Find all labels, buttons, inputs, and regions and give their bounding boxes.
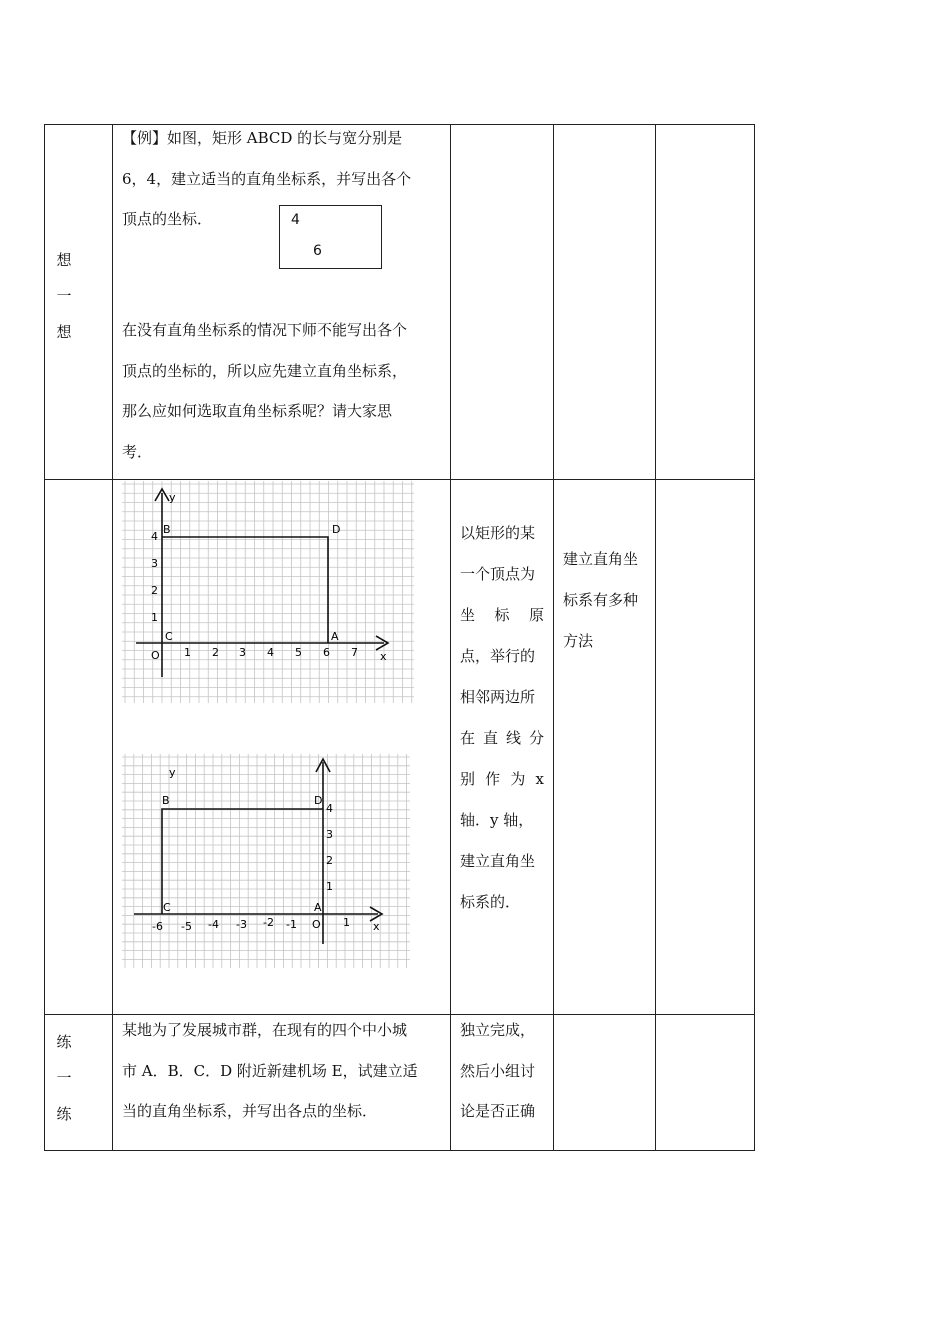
- point-label-a: A: [314, 901, 322, 914]
- x-tick-label: -6: [152, 920, 163, 933]
- x-tick-label: 7: [351, 646, 358, 659]
- x-axis-label: x: [373, 920, 380, 933]
- text-line: 标系的．: [460, 893, 521, 911]
- x-tick-label: -3: [236, 918, 247, 931]
- x-tick-label: -5: [181, 920, 192, 933]
- point-label-c: C: [163, 901, 171, 914]
- y-tick-label: 1: [326, 880, 333, 893]
- x-tick-label: 1: [343, 916, 350, 929]
- text-line: 考．: [122, 442, 153, 461]
- text-line: 6，4，建立适当的直角坐标系，并写出各个: [122, 169, 412, 188]
- row-label-char: 想: [56, 251, 72, 269]
- y-axis-label: y: [169, 766, 176, 779]
- rect-width-label: 4: [291, 212, 300, 228]
- point-label-d: D: [314, 794, 323, 807]
- rectangle-abcd: [162, 809, 323, 914]
- text-line: 别 作 为 x: [460, 770, 544, 788]
- table-row-divider: [44, 479, 755, 480]
- x-axis-label: x: [380, 650, 387, 663]
- discussion-text: [122, 310, 444, 472]
- origin-label: O: [312, 918, 321, 931]
- point-label-b: B: [162, 794, 170, 807]
- point-label-a: A: [331, 630, 339, 643]
- text-line: 方法: [563, 632, 594, 650]
- point-label-d: D: [332, 523, 341, 536]
- student-activity-text: [460, 513, 544, 923]
- text-line: 【例】如图，矩形 ABCD 的长与宽分别是: [122, 129, 403, 147]
- design-intent-text: [563, 539, 649, 662]
- text-line: 当的直角坐标系，并写出各点的坐标．: [122, 1102, 378, 1120]
- rect-length-label: 6: [313, 243, 322, 259]
- row-label-char: 一: [56, 287, 72, 305]
- text-line: 坐 标 原: [460, 606, 544, 624]
- x-tick-label: 5: [295, 646, 302, 659]
- y-tick-label: 1: [151, 611, 158, 624]
- text-line: 顶点的坐标．: [122, 210, 213, 228]
- coordinate-figure-origin-c: [122, 481, 414, 706]
- grid: [122, 481, 414, 703]
- text-line: 建立直角坐: [460, 852, 536, 870]
- x-tick-label: 3: [239, 646, 246, 659]
- x-tick-label: -2: [263, 916, 274, 929]
- text-line: 标系有多种: [563, 591, 639, 609]
- text-line: 建立直角坐: [563, 550, 639, 568]
- rectangle-figure: [279, 205, 382, 269]
- origin-label: O: [151, 649, 160, 662]
- text-line: 市 A．B．C．D 附近新建机场 E，试建立适: [122, 1061, 418, 1080]
- row-label-char: 练: [56, 1033, 72, 1051]
- practice-task-text: [122, 1010, 444, 1132]
- table-border-right: [754, 124, 755, 1151]
- text-line: 在 直 线 分: [460, 729, 544, 747]
- text-line: 以矩形的某: [460, 524, 536, 542]
- x-tick-label: 1: [184, 646, 191, 659]
- table-col-divider: [553, 124, 554, 1151]
- x-tick-label: -4: [208, 918, 219, 931]
- text-line: 顶点的坐标的，所以应先建立直角坐标系，: [122, 361, 408, 380]
- row-label-practice: [54, 1024, 74, 1132]
- text-line: 相邻两边所: [460, 688, 536, 706]
- table-border-bottom: [44, 1150, 755, 1151]
- y-tick-label: 4: [151, 530, 158, 543]
- row-label-char: 想: [56, 323, 72, 341]
- x-tick-label: 4: [267, 646, 274, 659]
- x-tick-label: 2: [212, 646, 219, 659]
- table-border-left: [44, 124, 45, 1151]
- point-label-b: B: [163, 523, 171, 536]
- point-label-c: C: [165, 630, 173, 643]
- y-tick-label: 2: [151, 584, 158, 597]
- text-line: 某地为了发展城市群，在现有的四个中小城: [122, 1021, 408, 1039]
- table-col-divider: [112, 124, 113, 1151]
- text-line: 一个顶点为: [460, 565, 536, 583]
- practice-student-text: [460, 1010, 548, 1132]
- text-line: 点，举行的: [460, 647, 536, 665]
- table-col-divider: [655, 124, 656, 1151]
- y-tick-label: 4: [326, 802, 333, 815]
- y-tick-label: 2: [326, 854, 333, 867]
- x-tick-label: -1: [286, 918, 297, 931]
- row-label-think: [54, 242, 74, 350]
- y-axis-label: y: [169, 491, 176, 504]
- x-tick-label: 6: [323, 646, 330, 659]
- text-line: 论是否正确: [460, 1102, 536, 1120]
- text-line: 那么应如何选取直角坐标系呢？请大家思: [122, 402, 393, 420]
- text-line: 独立完成，: [460, 1021, 536, 1039]
- text-line: 然后小组讨: [460, 1061, 536, 1080]
- y-tick-label: 3: [326, 828, 333, 841]
- grid: [122, 754, 410, 968]
- lesson-table: [44, 124, 755, 1151]
- table-col-divider: [450, 124, 451, 1151]
- coordinate-figure-origin-a: [122, 754, 412, 970]
- y-tick-label: 3: [151, 557, 158, 570]
- row-label-char: 一: [56, 1069, 72, 1087]
- text-line: 在没有直角坐标系的情况下师不能写出各个: [122, 321, 408, 339]
- row-label-char: 练: [56, 1105, 72, 1123]
- text-line: 轴．y 轴，: [460, 811, 534, 829]
